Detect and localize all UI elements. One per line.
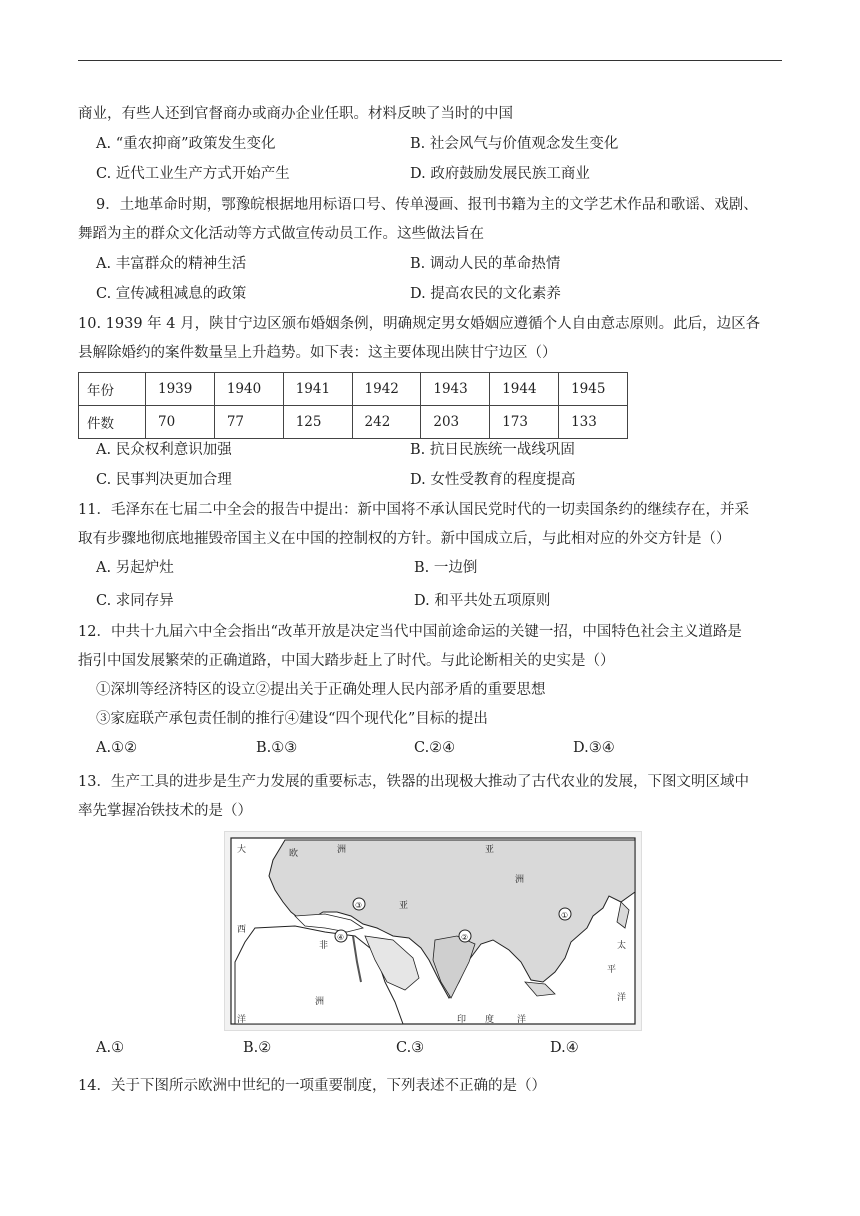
q13-option-a[interactable]: A.① — [96, 1040, 125, 1056]
table-cell-count: 133 — [559, 406, 628, 439]
table-header-year: 年份 — [79, 373, 146, 406]
q13-option-d[interactable]: D.④ — [550, 1040, 579, 1056]
map-label: 度 — [485, 1015, 495, 1025]
table-row-years — [79, 373, 628, 406]
q10-option-a[interactable]: A. 民众权利意识加强 — [96, 442, 232, 458]
table-cell-year: 1940 — [214, 373, 283, 406]
q10-option-c[interactable]: C. 民事判决更加合理 — [96, 472, 232, 488]
q13-option-b[interactable]: B.② — [243, 1040, 272, 1056]
q10-stem-line1: 10. 1939 年 4 月，陕甘宁边区颁布婚姻条例，明确规定男女婚姻应遵循个人自由意志原则。此后，边区各 — [78, 316, 761, 332]
table-cell-count: 125 — [283, 406, 352, 439]
header-rule — [78, 60, 782, 61]
table-cell-year: 1945 — [559, 373, 628, 406]
q8-option-a[interactable]: A. “重农抑商”政策发生变化 — [96, 136, 276, 152]
table-cell-count: 173 — [490, 406, 559, 439]
map-marker-label: ③ — [355, 901, 363, 910]
q11-option-c[interactable]: C. 求同存异 — [96, 593, 174, 609]
map-label: 洲 — [315, 997, 325, 1007]
q9-stem-line1: 9．土地革命时期，鄂豫皖根据地用标语口号、传单漫画、报刊书籍为主的文学艺术作品和歌谣、戏剧、 — [96, 197, 758, 213]
table-cell-year: 1941 — [283, 373, 352, 406]
q9-option-a[interactable]: A. 丰富群众的精神生活 — [96, 256, 247, 272]
map-label: 洲 — [337, 845, 347, 855]
map-label: 大 — [237, 845, 247, 855]
q8-option-b[interactable]: B. 社会风气与价值观念发生变化 — [410, 136, 619, 152]
q13-stem-line2: 率先掌握冶铁技术的是（） — [78, 803, 252, 819]
map-label: 亚 — [485, 845, 495, 855]
table-cell-count: 70 — [146, 406, 215, 439]
map-label: 非 — [319, 941, 329, 951]
world-map-figure — [224, 831, 642, 1031]
q12-option-b[interactable]: B.①③ — [256, 740, 298, 756]
q9-option-b[interactable]: B. 调动人民的革命热情 — [410, 256, 561, 272]
q12-option-d[interactable]: D.③④ — [573, 740, 615, 756]
q10-stem-line2: 县解除婚约的案件数量呈上升趋势。如下表：这主要体现出陕甘宁边区（） — [78, 345, 557, 361]
q10-option-d[interactable]: D. 女性受教育的程度提高 — [410, 472, 576, 488]
table-cell-year: 1943 — [421, 373, 490, 406]
q13-stem-line1: 13．生产工具的进步是生产力发展的重要标志，铁器的出现极大推动了古代农业的发展，下图文明区域中 — [78, 774, 749, 790]
q13-option-c[interactable]: C.③ — [396, 1040, 425, 1056]
q12-statements-line2: ③家庭联产承包责任制的推行④建设“四个现代化”目标的提出 — [96, 711, 488, 727]
q8-stem: 商业，有些人还到官督商办或商办企业任职。材料反映了当时的中国 — [78, 106, 513, 122]
q9-stem-line2: 舞蹈为主的群众文化活动等方式做宣传动员工作。这些做法旨在 — [78, 226, 484, 242]
q9-option-c[interactable]: C. 宣传减租减息的政策 — [96, 286, 247, 302]
q12-statements-line1: ①深圳等经济特区的设立②提出关于正确处理人民内部矛盾的重要思想 — [96, 682, 546, 698]
q11-option-a[interactable]: A. 另起炉灶 — [96, 560, 174, 576]
map-label: 洲 — [515, 875, 525, 885]
table-cell-count: 242 — [352, 406, 421, 439]
q14-stem: 14．关于下图所示欧洲中世纪的一项重要制度，下列表述不正确的是（） — [78, 1078, 546, 1094]
table-cell-count: 77 — [214, 406, 283, 439]
q8-option-c[interactable]: C. 近代工业生产方式开始产生 — [96, 166, 290, 182]
q8-option-d[interactable]: D. 政府鼓励发展民族工商业 — [410, 166, 590, 182]
map-label: 欧 — [289, 849, 299, 859]
map-label: 平 — [607, 965, 617, 975]
map-marker-label: ① — [561, 911, 569, 920]
q11-stem-line1: 11．毛泽东在七届二中全会的报告中提出：新中国将不承认国民党时代的一切卖国条约的继续存在，并采 — [78, 502, 749, 518]
map-drawing — [225, 832, 641, 1030]
table-cell-count: 203 — [421, 406, 490, 439]
marriage-cases-table — [78, 372, 628, 439]
map-label: 洋 — [237, 1015, 247, 1025]
table-cell-year: 1939 — [146, 373, 215, 406]
table-cell-year: 1942 — [352, 373, 421, 406]
q11-option-b[interactable]: B. 一边倒 — [414, 560, 478, 576]
q12-stem-line2: 指引中国发展繁荣的正确道路，中国大踏步赶上了时代。与此论断相关的史实是（） — [78, 653, 615, 669]
map-marker-label: ④ — [337, 933, 345, 942]
map-label: 亚 — [399, 901, 409, 911]
table-cell-year: 1944 — [490, 373, 559, 406]
q12-option-c[interactable]: C.②④ — [414, 740, 456, 756]
q10-option-b[interactable]: B. 抗日民族统一战线巩固 — [410, 442, 575, 458]
table-header-count: 件数 — [79, 406, 146, 439]
q9-option-d[interactable]: D. 提高农民的文化素养 — [410, 286, 561, 302]
map-marker-label: ② — [461, 933, 469, 942]
map-label: 印 — [457, 1015, 467, 1025]
table-row-counts — [79, 406, 628, 439]
map-label: 洋 — [517, 1015, 527, 1025]
map-label: 西 — [237, 925, 247, 935]
map-label: 太 — [617, 941, 627, 951]
map-label: 洋 — [617, 993, 627, 1003]
q12-option-a[interactable]: A.①② — [96, 740, 138, 756]
q11-stem-line2: 取有步骤地彻底地摧毁帝国主义在中国的控制权的方针。新中国成立后，与此相对应的外交方针是（） — [78, 531, 731, 547]
q12-stem-line1: 12．中共十九届六中全会指出“改革开放是决定当代中国前途命运的关键一招，中国特色社会主义道路是 — [78, 624, 742, 640]
q11-option-d[interactable]: D. 和平共处五项原则 — [414, 593, 551, 609]
